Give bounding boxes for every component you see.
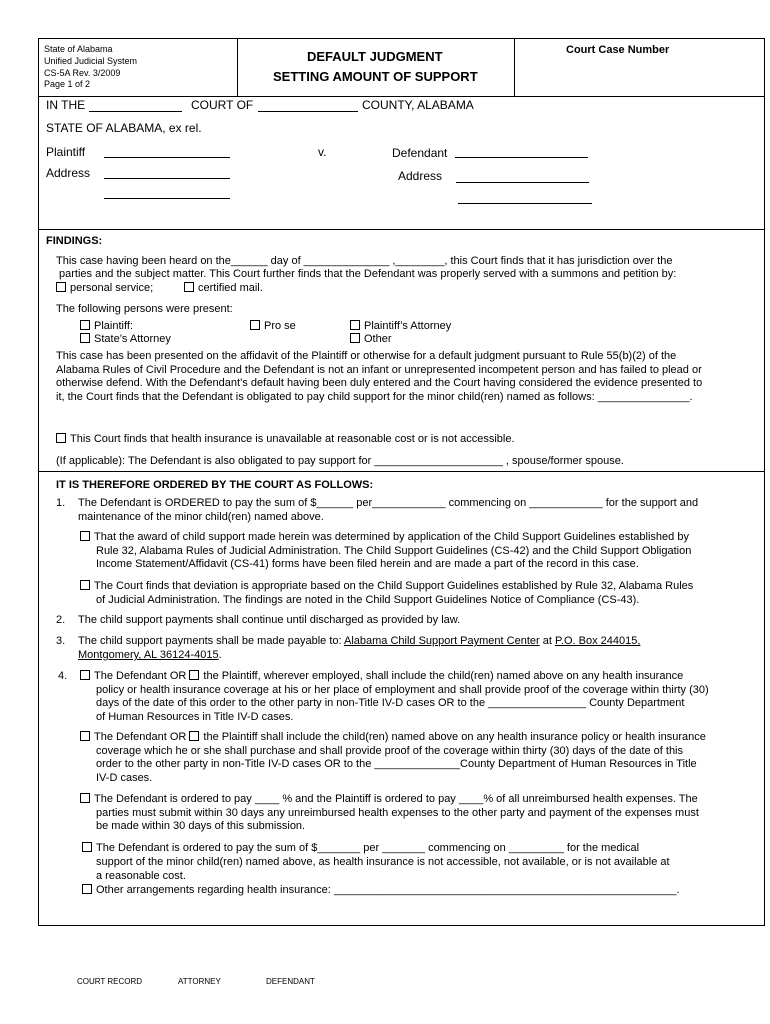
spouse-support-line: (If applicable): The Defendant is also obligated to pay support for _____________________ , spouse/former spouse. bbox=[56, 455, 624, 467]
item-1-line2: maintenance of the minor child(ren) named above. bbox=[78, 511, 324, 523]
purchased-coverage-line2: coverage which he or she shall purchase and shall provide proof of the coverage within thirty (30) days of the date of this bbox=[96, 745, 684, 757]
health-unavailable-option bbox=[56, 433, 515, 446]
guidelines-line3: Income Statement/Affidavit (CS-41) forms have been filed herein and are made a part of the record in this case. bbox=[96, 558, 639, 570]
header-bottom-rule bbox=[38, 96, 765, 97]
employer-coverage-defendant-label: The Defendant OR bbox=[94, 670, 190, 682]
medical-support-line1: The Defendant is ordered to pay the sum of $_______ per _______ commencing on _________ for the medical bbox=[96, 842, 640, 854]
other-arrangements-option bbox=[82, 884, 680, 897]
plaintiff-address-label: Address bbox=[46, 166, 91, 180]
payee-address-line1: P.O. Box 244015, bbox=[554, 635, 641, 647]
purchased-coverage-option bbox=[80, 731, 706, 744]
state-attorney-checkbox[interactable] bbox=[80, 333, 90, 343]
employer-coverage-line3: days of the date of this order to the other party in non-Title IV-D cases OR to the ________________ County Department bbox=[96, 697, 685, 709]
pro-se-checkbox[interactable] bbox=[250, 320, 260, 330]
ordered-heading: IT IS THEREFORE ORDERED BY THE COURT AS FOLLOWS: bbox=[56, 479, 374, 491]
item-1-line1: The Defendant is ORDERED to pay the sum of $______ per____________ commencing on ____________ for the support and bbox=[78, 497, 699, 509]
state-ex-rel: STATE OF ALABAMA, ex rel. bbox=[46, 121, 202, 135]
court-type-field[interactable] bbox=[89, 111, 182, 112]
present-state-attorney-option bbox=[80, 333, 171, 346]
defendant-address-line1[interactable] bbox=[456, 182, 589, 183]
defendant-address-line2[interactable] bbox=[458, 203, 592, 204]
findings-heading: FINDINGS: bbox=[46, 235, 103, 247]
present-plaintiff-checkbox[interactable] bbox=[80, 320, 90, 330]
purchased-coverage-defendant-label: The Defendant OR bbox=[94, 731, 190, 743]
employer-coverage-defendant-checkbox[interactable] bbox=[80, 670, 90, 680]
org-line-system: Unified Judicial System bbox=[44, 56, 138, 66]
employer-coverage-line4: of Human Resources in Title IV-D cases. bbox=[96, 711, 294, 723]
present-plaintiff-label: Plaintiff: bbox=[94, 320, 133, 332]
purchased-coverage-plaintiff-checkbox[interactable] bbox=[189, 731, 199, 741]
service-mail-option bbox=[184, 282, 263, 295]
item-3-period: . bbox=[218, 649, 222, 661]
copy-defendant: DEFENDANT bbox=[266, 977, 315, 986]
employer-coverage-line1: the Plaintiff, wherever employed, shall include the child(ren) named above on any health insurance bbox=[203, 670, 684, 682]
purchased-coverage-defendant-checkbox[interactable] bbox=[80, 731, 90, 741]
item-1-number: 1. bbox=[56, 497, 66, 509]
caption-bottom-rule bbox=[38, 229, 765, 230]
form-number: CS-5A Rev. 3/2009 bbox=[44, 68, 121, 78]
payee-name: Alabama Child Support Payment Center bbox=[344, 635, 540, 647]
employer-coverage-plaintiff-checkbox[interactable] bbox=[189, 670, 199, 680]
form-title-line2: SETTING AMOUNT OF SUPPORT bbox=[273, 69, 478, 84]
guidelines-checkbox[interactable] bbox=[80, 531, 90, 541]
plaintiff-address-line2[interactable] bbox=[104, 198, 230, 199]
service-personal-option bbox=[56, 282, 153, 295]
affidavit-line4: it, the Court finds that the Defendant is obligated to pay child support for the minor child(ren) named as follows: _______________. bbox=[56, 391, 693, 403]
item-4-number: 4. bbox=[58, 670, 68, 682]
present-plaintiff-attorney-option bbox=[350, 320, 451, 333]
item-3-line2 bbox=[78, 649, 222, 662]
item-3-number: 3. bbox=[56, 635, 66, 647]
medical-support-line2: support of the minor child(ren) named above, as health insurance is not accessible, not available, or is not available at bbox=[96, 856, 670, 868]
item-2-text: The child support payments shall continue until discharged as provided by law. bbox=[78, 614, 461, 626]
payee-address-line2: Montgomery, AL 36124-4015 bbox=[78, 649, 219, 661]
header-divider-left bbox=[237, 38, 238, 96]
plaintiff-label: Plaintiff bbox=[46, 145, 86, 159]
affidavit-line1: This case has been presented on the affidavit of the Plaintiff or otherwise for a default judgment pursuant to Rule 55(b)(2) of the bbox=[56, 350, 677, 362]
other-present-label: Other bbox=[364, 333, 392, 345]
employer-coverage-line2: policy or health insurance coverage at his or her place of employment and shall provide proof of the coverage within thirty (30) bbox=[96, 684, 709, 696]
findings-hearing-line1: This case having been heard on the______ day of ______________ ,________, this Court finds that it has jurisdiction over the bbox=[56, 255, 673, 267]
purchased-coverage-line4: IV-D cases. bbox=[96, 772, 153, 784]
plaintiff-field[interactable] bbox=[104, 157, 230, 158]
plaintiff-address-line1[interactable] bbox=[104, 178, 230, 179]
employer-coverage-option bbox=[80, 670, 683, 683]
caption-court-of: COURT OF bbox=[191, 98, 254, 112]
defendant-field[interactable] bbox=[455, 157, 588, 158]
purchased-coverage-line1: the Plaintiff shall include the child(ren) named above on any health insurance policy or health insurance bbox=[203, 731, 706, 743]
versus-label: v. bbox=[318, 145, 327, 159]
guidelines-line2: Rule 32, Alabama Rules of Judicial Administration. The Child Support Guidelines (CS-42) and the Child Support Obligation bbox=[96, 545, 692, 557]
unreimbursed-expenses-option bbox=[80, 793, 698, 806]
item-3-prefix: The child support payments shall be made payable to: bbox=[78, 635, 344, 647]
present-plaintiff-option bbox=[80, 320, 133, 333]
defendant-label: Defendant bbox=[392, 146, 448, 160]
medical-support-line3: a reasonable cost. bbox=[96, 870, 186, 882]
item-3-line1 bbox=[78, 635, 640, 648]
medical-support-option bbox=[82, 842, 639, 855]
present-pro-se-option bbox=[250, 320, 296, 333]
certified-mail-label: certified mail. bbox=[198, 282, 263, 294]
org-line-state: State of Alabama bbox=[44, 44, 113, 54]
personal-service-checkbox[interactable] bbox=[56, 282, 66, 292]
unreimbursed-expenses-line3: be made within 30 days of this submission. bbox=[96, 820, 306, 832]
copy-attorney: ATTORNEY bbox=[178, 977, 221, 986]
purchased-coverage-line3: order to the other party in non-Title IV-D cases OR to the ______________County Department of Human Resources in Title bbox=[96, 758, 697, 770]
deviation-line2: of Judicial Administration. The findings are noted in the Child Support Guidelines Notice of Compliance (CS-43). bbox=[96, 594, 640, 606]
personal-service-label: personal service; bbox=[70, 282, 154, 294]
plaintiff-attorney-checkbox[interactable] bbox=[350, 320, 360, 330]
present-other-option bbox=[350, 333, 392, 346]
other-present-checkbox[interactable] bbox=[350, 333, 360, 343]
health-unavailable-label: This Court finds that health insurance is unavailable at reasonable cost or is not accessible. bbox=[70, 433, 515, 445]
form-title-line1: DEFAULT JUDGMENT bbox=[307, 49, 443, 64]
affidavit-line2: Alabama Rules of Civil Procedure and the Defendant is not an infant or unrepresented incompetent person and has failed to plead or bbox=[56, 364, 702, 376]
other-arrangements-checkbox[interactable] bbox=[82, 884, 92, 894]
caption-in-the: IN THE bbox=[46, 98, 86, 112]
deviation-option bbox=[80, 580, 693, 593]
item-3-at: at bbox=[539, 635, 555, 647]
header-divider-right bbox=[514, 38, 515, 96]
pro-se-label: Pro se bbox=[264, 320, 296, 332]
affidavit-line3: otherwise defend. With the Defendant’s default having been duly entered and the Court having considered the evidence presented to bbox=[56, 377, 703, 389]
persons-present-label: The following persons were present: bbox=[56, 303, 233, 315]
defendant-address-label: Address bbox=[398, 169, 443, 183]
state-attorney-label: State’s Attorney bbox=[94, 333, 171, 345]
medical-support-checkbox[interactable] bbox=[82, 842, 92, 852]
guidelines-option bbox=[80, 531, 689, 544]
unreimbursed-expenses-line1: The Defendant is ordered to pay ____ % and the Plaintiff is ordered to pay ____% of all unreimbursed health expenses. The bbox=[94, 793, 698, 805]
guidelines-line1: That the award of child support made herein was determined by application of the Child Support Guidelines established by bbox=[94, 531, 689, 543]
other-arrangements-line: Other arrangements regarding health insurance: ________________________________________________________. bbox=[96, 884, 680, 896]
county-name-field[interactable] bbox=[258, 111, 358, 112]
deviation-line1: The Court finds that deviation is appropriate based on the Child Support Guidelines established by Rule 32, Alabama Rules bbox=[94, 580, 694, 592]
copy-court-record: COURT RECORD bbox=[77, 977, 143, 986]
case-number-label: Court Case Number bbox=[566, 44, 670, 56]
plaintiff-attorney-label: Plaintiff’s Attorney bbox=[364, 320, 452, 332]
caption-county: COUNTY, ALABAMA bbox=[362, 98, 474, 112]
health-unavailable-checkbox[interactable] bbox=[56, 433, 66, 443]
deviation-checkbox[interactable] bbox=[80, 580, 90, 590]
findings-bottom-rule bbox=[38, 471, 765, 472]
unreimbursed-expenses-checkbox[interactable] bbox=[80, 793, 90, 803]
page-number: Page 1 of 2 bbox=[44, 79, 91, 89]
unreimbursed-expenses-line2: parties must submit within 30 days any unreimbursed health expenses to the other party and payment of the expenses must bbox=[96, 807, 699, 819]
certified-mail-checkbox[interactable] bbox=[184, 282, 194, 292]
item-2-number: 2. bbox=[56, 614, 66, 626]
findings-hearing-line2: parties and the subject matter. This Court further finds that the Defendant was properly served with a summons and petition by: bbox=[59, 268, 677, 280]
